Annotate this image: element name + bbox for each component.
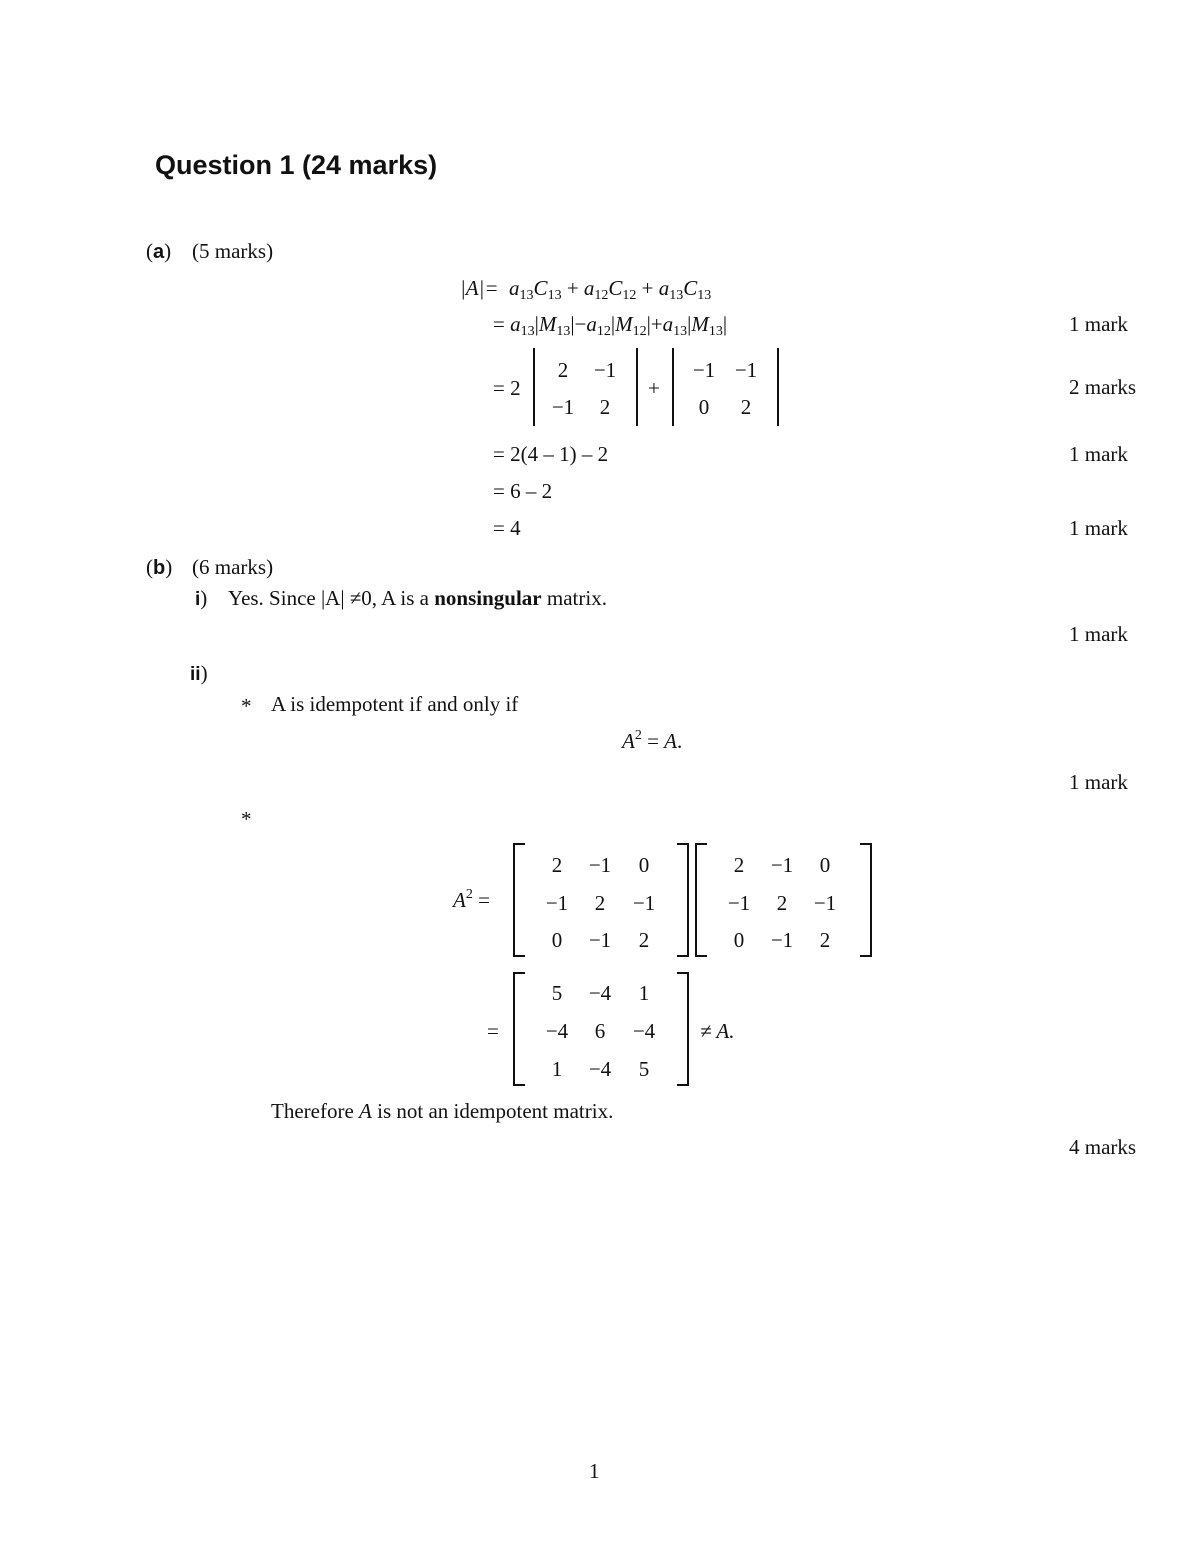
matrix2-left-bracket — [695, 843, 707, 957]
bullet: * — [241, 807, 252, 831]
mark-eq3: 2 marks — [1069, 375, 1137, 399]
sub-part-ii-label: ii) — [190, 661, 208, 685]
bullet: * — [241, 694, 252, 718]
result-cell: −4 — [588, 1057, 612, 1081]
mark-i: 1 mark — [1069, 622, 1128, 646]
part-a-marks: (5 marks) — [192, 239, 274, 263]
result-cell: 1 — [551, 1057, 563, 1081]
idempotent-equation: $A^2 = A$. — [622, 728, 683, 753]
question-title: Question 1 (24 marks) — [155, 150, 438, 180]
matrix2-cell: 0 — [733, 928, 745, 952]
matrix2-cell: 2 — [776, 891, 788, 915]
det1-right-bar — [636, 348, 638, 426]
det1-cell: −1 — [593, 358, 617, 382]
matrix2-cell: −1 — [813, 891, 837, 915]
matrix1-cell: 2 — [551, 853, 563, 877]
eq3-prefix: = 2 — [493, 376, 521, 400]
eq4: = 2(4 – 1) – 2 — [493, 442, 609, 466]
result-cell: 5 — [551, 981, 563, 1005]
matrix1-cell: 2 — [594, 891, 606, 915]
det1-cell: 2 — [557, 358, 569, 382]
result-cell: −4 — [588, 981, 612, 1005]
matrix1-cell: −1 — [588, 928, 612, 952]
mark-eq4: 1 mark — [1069, 442, 1128, 466]
result-cell: 6 — [594, 1019, 606, 1043]
plus-sign: + — [648, 376, 660, 400]
result-right-bracket — [677, 972, 689, 1086]
result-cell: 5 — [638, 1057, 650, 1081]
matrix1-left-bracket — [513, 843, 525, 957]
matrix2-cell: −1 — [727, 891, 751, 915]
matrix1-cell: 2 — [638, 928, 650, 952]
final-mark: 4 marks — [1069, 1135, 1137, 1159]
part-a-label: (a) — [146, 239, 172, 263]
det2-cell: 2 — [740, 395, 752, 419]
matrix2-cell: 2 — [733, 853, 745, 877]
mark-eq6: 1 mark — [1069, 516, 1128, 540]
minor-expansion: = $a_{13}|M_{13}|-a_{12}|M_{12}|+a_{13}|M_{13}|$ — [493, 312, 728, 339]
matrix1-cell: 0 — [638, 853, 650, 877]
part-b-marks: (6 marks) — [192, 555, 274, 579]
det2-cell: −1 — [734, 358, 758, 382]
matrix1-cell: −1 — [545, 891, 569, 915]
matrix2-cell: −1 — [770, 928, 794, 952]
result-cell: 1 — [638, 981, 650, 1005]
det2-left-bar — [672, 348, 674, 426]
conclusion: Therefore A is not an idempotent matrix. — [271, 1099, 614, 1123]
matrix2-cell: −1 — [770, 853, 794, 877]
eq5: = 6 – 2 — [493, 479, 553, 503]
det1-cell: 2 — [599, 395, 611, 419]
matrix1-cell: −1 — [632, 891, 656, 915]
result-left-bracket — [513, 972, 525, 1086]
det2-cell: 0 — [698, 395, 710, 419]
matrix1-cell: −1 — [588, 853, 612, 877]
det2-cell: −1 — [692, 358, 716, 382]
det2-right-bar — [777, 348, 779, 426]
det1-left-bar — [533, 348, 535, 426]
result-cell: −4 — [632, 1019, 656, 1043]
not-equal-a: ≠ A. — [700, 1019, 735, 1043]
det1-cell: −1 — [551, 395, 575, 419]
sub-part-i-label: i) — [195, 586, 208, 610]
determinant-expansion: $|A|= a_{13}C_{13} + a_{12}C_{12} + a_{13}C_{13}$ — [460, 276, 712, 303]
matrix2-cell: 2 — [819, 928, 831, 952]
mark-ii: 1 mark — [1069, 770, 1128, 794]
result-cell: −4 — [545, 1019, 569, 1043]
mark-eq2: 1 mark — [1069, 312, 1128, 336]
result-equals: = — [487, 1019, 499, 1043]
sub-part-i-text: Yes. Since |A| ≠0, A is a nonsingular matrix. — [228, 586, 607, 610]
matrix2-right-bracket — [860, 843, 872, 957]
idempotent-definition: A is idempotent if and only if — [271, 692, 519, 716]
matrix2-cell: 0 — [819, 853, 831, 877]
page-number: 1 — [589, 1459, 600, 1483]
part-b-label: (b) — [146, 555, 173, 579]
matrix1-cell: 0 — [551, 928, 563, 952]
matrix1-right-bracket — [677, 843, 689, 957]
eq6: = 4 — [493, 516, 521, 540]
a-squared-label: $A^2$ = — [453, 887, 490, 912]
